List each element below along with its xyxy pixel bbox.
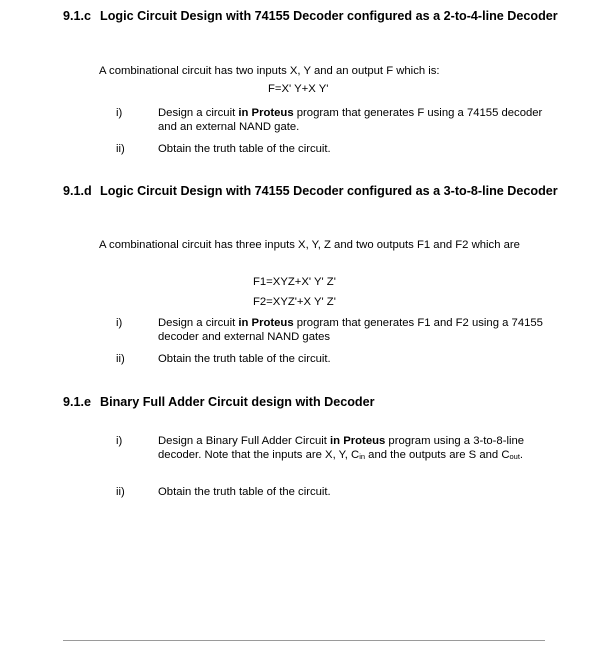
- list-item-text: Design a circuit in Proteus program that generates F using a 74155 decoder and an external NAND gate.: [158, 107, 543, 133]
- section-title: Binary Full Adder Circuit design with Decoder: [100, 395, 375, 409]
- list-item-number: ii): [116, 486, 125, 498]
- footer-divider: [63, 640, 545, 641]
- formula-f1: F1=XYZ+X' Y' Z': [253, 276, 336, 288]
- formula-f2: F2=XYZ'+X Y' Z': [253, 296, 336, 308]
- list-item-number: ii): [116, 353, 125, 365]
- list-item-number: i): [116, 317, 123, 329]
- list-item-text: Design a circuit in Proteus program that generates F1 and F2 using a 74155 decoder and external NAND gates: [158, 317, 543, 343]
- subscript-in: in: [359, 452, 366, 461]
- subscript-out: out: [509, 452, 520, 461]
- list-item-text: Obtain the truth table of the circuit.: [158, 143, 331, 155]
- list-item-number: i): [116, 435, 123, 447]
- problem-statement: A combinational circuit has two inputs X, Y and an output F which is:: [99, 65, 440, 77]
- list-item-text: Obtain the truth table of the circuit.: [158, 486, 331, 498]
- formula-f: F=X' Y+X Y': [268, 83, 329, 95]
- section-number: 9.1.e: [63, 395, 92, 409]
- section-number: 9.1.c: [63, 9, 92, 23]
- emphasis: in Proteus: [330, 435, 386, 447]
- emphasis: in Proteus: [238, 107, 294, 119]
- section-number: 9.1.d: [63, 184, 92, 198]
- section-title: Logic Circuit Design with 74155 Decoder configured as a 2-to-4-line Decoder: [100, 9, 558, 23]
- list-item-text: Design a Binary Full Adder Circuit in Proteus program using a 3-to-8-line decoder. Note that the inputs are X, Y, $C_{in}$ and the outputs are S and $C_{out}$.: [158, 435, 525, 461]
- list-item-text: Obtain the truth table of the circuit.: [158, 353, 331, 365]
- problem-statement: A combinational circuit has three inputs X, Y, Z and two outputs F1 and F2 which are: [99, 239, 520, 251]
- section-title: Logic Circuit Design with 74155 Decoder configured as a 3-to-8-line Decoder: [100, 184, 558, 198]
- emphasis: in Proteus: [238, 317, 294, 329]
- list-item-number: ii): [116, 143, 125, 155]
- list-item-number: i): [116, 107, 123, 119]
